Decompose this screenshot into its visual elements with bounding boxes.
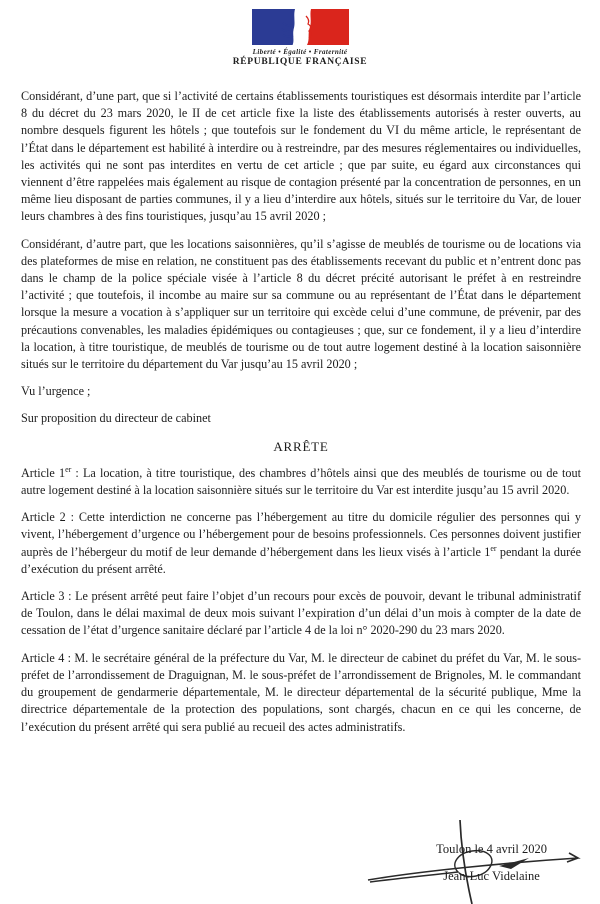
article-2-paragraph <box>21 509 581 578</box>
republique-francaise-logo <box>225 9 375 67</box>
article-1-paragraph <box>21 465 581 499</box>
proposition-line: Sur proposition du directeur de cabinet <box>21 411 211 426</box>
article-2-ordinal: er <box>490 543 497 553</box>
arrete-heading: ARRÊTE <box>273 438 329 454</box>
logo-republic-name: RÉPUBLIQUE FRANÇAISE <box>232 57 368 67</box>
place-date-line: Toulon le 4 avril 2020 <box>436 842 547 856</box>
article-2-text-part2: pendant la durée d’exécution du présent arrêté. <box>21 544 581 576</box>
article-4-paragraph: Article 4 : M. le secrétaire général de la préfecture du Var, M. le directeur de cabinet du préfet du Var, M. le sous-préfet de l’arrondissement de Draguignan, M. le sous-préfet de l’arrondissement de Brignoles, M. le commandant du groupement de gendarmerie départementale, M. le directeur départemental de la sécurité publique, Mme la directrice départementale de la protection des populations, sont chargés, chacun en ce qui les concerne, de l’exécution du présent arrêté qui sera publié au recueil des actes administratifs. <box>21 650 581 734</box>
article-2-text-part1: Article 2 : Cette interdiction ne concerne pas l’hébergement au titre du domicile régulier des personnes qui y vivent, l’hébergement d’urgence ou l’hébergement pour de besoins professionnels. Ces personnes doivent justifier auprès de l’hébergeur du motif de leur demande d’hébergement dans les lieux visés à l’article 1 <box>21 510 581 559</box>
article-1-prefix: Article 1 <box>21 465 66 480</box>
logo-motto: Liberté • Égalité • Fraternité <box>252 48 348 56</box>
signatory-name: Jean-Luc Videlaine <box>443 869 540 883</box>
recital-paragraph-1: Considérant, d’une part, que si l’activité de certains établissements touristiques est désormais interdite par l’article 8 du décret du 23 mars 2020, le II de cet article fixe la liste des établissements autorisés à rester ouverts, au nombre desquels figurent les hôtels ; que toutefois sur le fondement du VI du même article, le représentant de l’État dans le département est habilité à interdire ou à restreindre, par des mesures réglementaires ou individuelles, les activités qui ne sont pas interdites en vertu de cet article ; que par suite, eu égard aux circonstances qui viennent d’être rappelées mais également au risque de contagion présenté par la concentration de personnes, en un même lieu disposant de parties communes, il y a lieu d’interdire aux hôtels, situés sur le territoire du Var, de louer leurs chambres à des fins touristiques, jusqu’au 15 avril 2020 ; <box>21 89 581 224</box>
marianne-flag-icon <box>252 9 349 45</box>
signature-block <box>436 842 547 884</box>
recital-paragraph-2: Considérant, d’autre part, que les locations saisonnières, qu’il s’agisse de meublés de tourisme ou de locations via des plateformes de mise en relation, ne constituent pas des établissements recevant du public et n’entrent donc pas dans le champ de la police spéciale visée à l’article 8 du décret précité autorisant le préfet à en restreindre l’activité ; que toutefois, il incombe au maire sur sa commune ou au représentant de l’État dans le département lorsque la mesure a vocation à s’appliquer sur un territoire qui excède celui d’une commune, de prévenir, par des précautions convenables, les maladies épidémiques ou contagieuses ; que, sur ce fondement, il y a lieu d’interdire la location, à titre touristique, de meublés de tourisme ou de tout autre logement destiné à la location saisonnière situés sur le territoire du département du Var jusqu’au 15 avril 2020 ; <box>21 236 581 372</box>
article-3-paragraph: Article 3 : Le présent arrêté peut faire l’objet d’un recours pour excès de pouvoir, devant le tribunal administratif de Toulon, dans le délai maximal de deux mois suivant l’expiration d’un délai d’un mois à compter de la date de cessation de l’état d’urgence sanitaire déclaré par l’article 4 de la loi n° 2020-290 du 23 mars 2020. <box>21 589 581 638</box>
article-1-text: : La location, à titre touristique, des chambres d’hôtels ainsi que des meublés de tourisme ou de tout autre logement destiné à la location saisonnière situés sur le territoire du Var est interdite jusqu’au 15 avril 2020. <box>21 465 581 498</box>
document-body <box>21 88 581 746</box>
vu-urgence-line: Vu l’urgence ; <box>21 384 91 399</box>
article-1-ordinal: er <box>65 464 72 474</box>
